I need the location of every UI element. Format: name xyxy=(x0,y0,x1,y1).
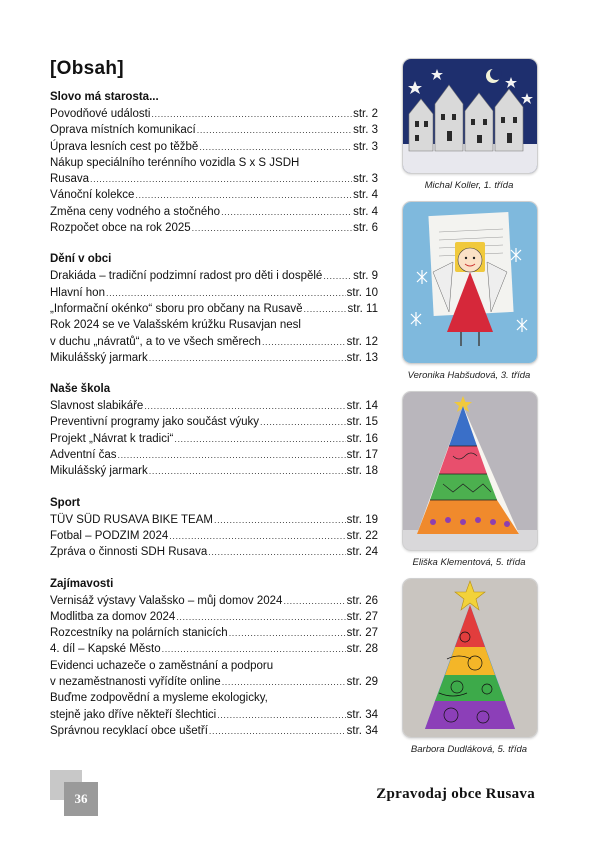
toc-entry-page: str. 27 xyxy=(346,610,378,623)
toc-entry-page: str. 3 xyxy=(353,124,378,137)
toc-entry-page: str. 34 xyxy=(346,724,378,737)
toc-entry-row xyxy=(50,301,378,317)
toc-entry-page: str. 34 xyxy=(346,708,378,721)
toc-entry-row xyxy=(50,544,378,560)
publication-name: Zpravodaj obce Rusava xyxy=(376,786,535,802)
toc-section xyxy=(50,496,378,561)
toc-entry[interactable] xyxy=(50,398,378,414)
toc-entry-title: Úprava lesních cest po těžbě xyxy=(50,140,199,153)
drawing-patterned-tree xyxy=(402,391,538,551)
toc-entry-page: str. 14 xyxy=(346,400,378,413)
dot-leader xyxy=(149,350,346,366)
toc-entry-row xyxy=(50,723,378,739)
toc-entry-row xyxy=(50,707,378,723)
toc-entry-page: str. 4 xyxy=(353,189,378,202)
toc-entry-row xyxy=(50,285,378,301)
toc-entry-title: 4. díl – Kapské Město xyxy=(50,643,161,656)
toc-section xyxy=(50,382,378,479)
toc-entry[interactable] xyxy=(50,285,378,301)
dot-leader xyxy=(169,528,345,544)
toc-entry-title: „Informační okénko“ sboru pro občany na Rusavě xyxy=(50,302,303,315)
toc-entry-row xyxy=(50,593,378,609)
toc-entry-title: TÜV SÜD RUSAVA BIKE TEAM xyxy=(50,513,213,526)
artwork-caption: Veronika Habšudová, 3. třída xyxy=(407,370,531,381)
toc-entry[interactable] xyxy=(50,431,378,447)
toc-entry-title: Rozpočet obce na rok 2025 xyxy=(50,222,191,235)
dot-leader xyxy=(192,220,352,236)
toc-entry-row xyxy=(50,106,378,122)
toc-entry-row xyxy=(50,447,378,463)
toc-entry-line: Rok 2024 se ve Valašském krúžku Rusavjan nesl xyxy=(50,319,301,332)
toc-entry-page: str. 16 xyxy=(346,432,378,445)
toc-entry[interactable] xyxy=(50,625,378,641)
toc-entry[interactable] xyxy=(50,512,378,528)
toc-entry-page: str. 26 xyxy=(346,594,378,607)
page-number: 36 xyxy=(64,782,98,816)
toc-entry-title: Rusava xyxy=(50,173,89,186)
toc-section xyxy=(50,577,378,740)
toc-entry-row xyxy=(50,268,378,284)
dot-leader xyxy=(149,463,346,479)
toc-entry-page: str. 3 xyxy=(353,140,378,153)
toc-entry-title: Změna ceny vodného a stočného xyxy=(50,205,221,218)
dot-leader xyxy=(106,285,346,301)
toc-entry[interactable] xyxy=(50,690,378,723)
toc-entry[interactable] xyxy=(50,609,378,625)
toc-section-title: Naše škola xyxy=(50,383,111,396)
toc-entry-title: Vernisáž výstavy Valašsko – můj domov 2024 xyxy=(50,594,283,607)
toc-entry-page: str. 29 xyxy=(346,676,378,689)
toc-section-title: Slovo má starosta... xyxy=(50,91,159,103)
toc-entry[interactable] xyxy=(50,414,378,430)
toc-entry-title: Povodňové události xyxy=(50,108,151,120)
toc-entry[interactable] xyxy=(50,658,378,691)
toc-entry-title: Drakiáda – tradiční podzimní radost pro děti i dospělé xyxy=(50,270,323,283)
dot-leader xyxy=(229,625,346,641)
toc-entry-row xyxy=(50,625,378,641)
toc-entry-title: Hlavní hon xyxy=(50,286,105,299)
toc-entry-title: Slavnost slabikáře xyxy=(50,400,144,413)
dot-leader xyxy=(262,334,346,350)
dot-leader xyxy=(151,106,352,122)
toc-entry-page: str. 18 xyxy=(346,465,378,478)
dot-leader xyxy=(199,139,352,155)
toc-section-title: Zajímavosti xyxy=(50,577,114,590)
toc-entry[interactable] xyxy=(50,723,378,739)
toc-entry-title: Rozcestníky na polárních stanicích xyxy=(50,627,228,640)
toc-entry-row xyxy=(50,528,378,544)
dot-leader xyxy=(304,301,347,317)
drawing-angel xyxy=(402,201,538,364)
dot-leader xyxy=(144,398,345,414)
page-title: [Obsah] xyxy=(50,58,124,79)
toc-entry-page: str. 9 xyxy=(353,270,378,283)
toc-entry-row xyxy=(50,220,378,236)
toc-entry-page: str. 6 xyxy=(353,222,378,235)
toc-entry-title: v duchu „návratů“, a to ve všech směrech xyxy=(50,335,261,348)
toc-entry[interactable] xyxy=(50,463,378,479)
dot-leader xyxy=(162,641,346,657)
toc-entry-page: str. 10 xyxy=(346,286,378,299)
toc-entry-page: str. 19 xyxy=(346,513,378,526)
toc-entry-row xyxy=(50,674,378,690)
toc-entry[interactable] xyxy=(50,317,378,350)
toc-entry-line: Evidenci uchazeče o zaměstnání a podporu xyxy=(50,659,274,672)
toc-entry-page: str. 13 xyxy=(346,351,378,364)
toc-entry[interactable] xyxy=(50,187,378,203)
toc-section xyxy=(50,252,378,366)
toc-entry-page: str. 11 xyxy=(347,302,378,315)
drawing-night-town xyxy=(402,58,538,174)
toc-entry-page: str. 2 xyxy=(353,108,378,120)
page-number-box xyxy=(50,770,100,820)
toc-entry-title: Mikulášský jarmark xyxy=(50,465,148,478)
toc-section xyxy=(50,90,378,236)
toc-entry-row xyxy=(50,609,378,625)
toc-entry-row xyxy=(50,334,378,350)
toc-entry-line: Nákup speciálního terénního vozidla S x S JSDH xyxy=(50,156,300,169)
dot-leader xyxy=(90,171,352,187)
artwork-caption: Barbora Dudláková, 5. třída xyxy=(410,744,528,755)
angel-illustration xyxy=(403,202,537,363)
artwork-caption: Michal Koller, 1. třída xyxy=(424,180,514,191)
toc-entry-page: str. 17 xyxy=(346,449,378,462)
toc-entry[interactable] xyxy=(50,204,378,220)
dot-leader xyxy=(176,609,345,625)
toc-entry-page: str. 3 xyxy=(353,173,378,186)
toc-entry[interactable] xyxy=(50,593,378,609)
toc-entry-title: stejně jako dříve někteří šlechtici xyxy=(50,708,217,721)
toc-entry-row xyxy=(50,122,378,138)
toc-entry-title: Projekt „Návrat k tradici“ xyxy=(50,432,174,445)
toc-entry-page: str. 28 xyxy=(346,643,378,656)
toc-entry-row xyxy=(50,350,378,366)
toc-entry[interactable] xyxy=(50,139,378,155)
dot-leader xyxy=(209,723,346,739)
toc-entry[interactable] xyxy=(50,350,378,366)
toc-entry-title: Adventní čas xyxy=(50,449,117,462)
toc-entry-title: v nezaměstnanosti vyřídíte online xyxy=(50,676,221,689)
toc-entry[interactable] xyxy=(50,544,378,560)
dot-leader xyxy=(217,707,345,723)
toc-entry-page: str. 24 xyxy=(346,546,378,559)
toc-entry[interactable] xyxy=(50,447,378,463)
toc-section-title: Sport xyxy=(50,496,81,509)
toc-entry-page: str. 27 xyxy=(346,627,378,640)
patterned-tree-illustration xyxy=(403,392,537,550)
table-of-contents xyxy=(50,90,378,755)
toc-entry-page: str. 15 xyxy=(346,416,378,429)
dot-leader xyxy=(174,431,345,447)
toc-entry-row xyxy=(50,431,378,447)
toc-entry-title: Zpráva o činnosti SDH Rusava xyxy=(50,546,208,559)
toc-entry-row xyxy=(50,171,378,187)
toc-entry[interactable] xyxy=(50,155,378,188)
toc-entry-title: Modlitba za domov 2024 xyxy=(50,610,176,623)
dot-leader xyxy=(197,122,352,138)
toc-entry-page: str. 22 xyxy=(346,529,378,542)
star-tree-illustration xyxy=(403,579,537,737)
artwork-caption: Eliška Klementová, 5. třída xyxy=(412,557,526,568)
toc-entry-row xyxy=(50,187,378,203)
toc-entry-page: str. 4 xyxy=(353,205,378,218)
artwork-gallery xyxy=(402,58,536,765)
toc-entry-title: Preventivní programy jako součást výuky xyxy=(50,416,260,429)
toc-entry-row xyxy=(50,414,378,430)
toc-entry-line: Buďme zodpovědní a mysleme ekologicky, xyxy=(50,692,268,705)
dot-leader xyxy=(117,447,345,463)
dot-leader xyxy=(214,512,346,528)
dot-leader xyxy=(323,268,352,284)
toc-entry-row xyxy=(50,463,378,479)
toc-entry-row xyxy=(50,139,378,155)
toc-entry[interactable] xyxy=(50,268,378,284)
toc-entry-title: Správnou recyklací obce ušetří xyxy=(50,724,208,737)
toc-entry[interactable] xyxy=(50,641,378,657)
toc-entry-row xyxy=(50,512,378,528)
dot-leader xyxy=(135,187,352,203)
toc-entry[interactable] xyxy=(50,301,378,317)
dot-leader xyxy=(283,593,345,609)
drawing-star-tree xyxy=(402,578,538,738)
toc-entry-title: Oprava místních komunikací xyxy=(50,124,196,137)
dot-leader xyxy=(260,414,346,430)
toc-entry-title: Mikulášský jarmark xyxy=(50,351,148,364)
toc-entry[interactable] xyxy=(50,528,378,544)
dot-leader xyxy=(222,674,346,690)
toc-entry[interactable] xyxy=(50,122,378,138)
dot-leader xyxy=(208,544,345,560)
dot-leader xyxy=(221,204,352,220)
toc-entry-row xyxy=(50,398,378,414)
toc-entry-row xyxy=(50,204,378,220)
toc-entry-row xyxy=(50,641,378,657)
toc-entry[interactable] xyxy=(50,220,378,236)
toc-entry-title: Fotbal – PODZIM 2024 xyxy=(50,529,169,542)
toc-entry-title: Vánoční kolekce xyxy=(50,189,135,202)
night-town-illustration xyxy=(403,59,537,173)
toc-entry[interactable] xyxy=(50,106,378,122)
toc-section-title: Dění v obci xyxy=(50,253,112,266)
toc-entry-page: str. 12 xyxy=(346,335,378,348)
